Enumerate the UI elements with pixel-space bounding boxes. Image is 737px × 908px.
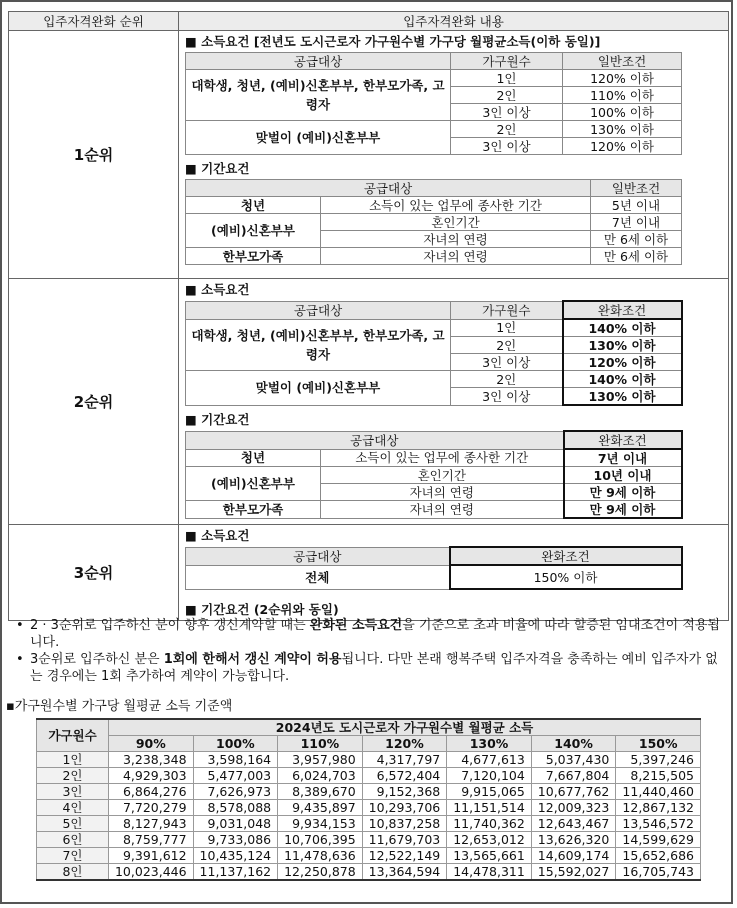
income-value-cell: 4,317,797 — [362, 752, 447, 768]
income-value-cell: 9,152,368 — [362, 784, 447, 800]
income-value-cell: 7,626,973 — [193, 784, 278, 800]
r1-group-a: 대학생, 청년, (예비)신혼부부, 한부모가족, 고령자 — [186, 70, 451, 121]
r1-b1-h: 3인 이상 — [451, 138, 563, 155]
percent-header: 130% — [447, 736, 532, 752]
rank2-content — [179, 279, 729, 525]
r1-p2-d: 자녀의 연령 — [321, 231, 591, 248]
income-table-caption: ▪가구원수별 가구당 월평균 소득 기준액 — [6, 699, 233, 714]
bullet-icon: • — [16, 618, 24, 633]
income-value-cell: 10,837,258 — [362, 816, 447, 832]
r1-a0-v: 120% 이하 — [563, 70, 682, 87]
rank3-income-title: ■ 소득요건 — [185, 528, 250, 543]
income-value-cell: 8,759,777 — [109, 832, 194, 848]
note-item-1 — [16, 617, 724, 651]
income-value-cell: 10,435,124 — [193, 848, 278, 864]
r2-per-h1: 완화조건 — [564, 431, 682, 449]
r3-inc-h0: 공급대상 — [186, 547, 450, 565]
income-value-cell: 3,957,980 — [278, 752, 363, 768]
r1-p3-t: 한부모가족 — [186, 248, 321, 265]
col-household-header: 가구원수 — [37, 719, 109, 752]
r3-row-value: 150% 이하 — [450, 565, 682, 589]
income-value-cell: 10,677,762 — [531, 784, 616, 800]
r2-b0-v: 140% 이하 — [563, 371, 682, 388]
r1-a1-v: 110% 이하 — [563, 87, 682, 104]
household-size-cell: 5인 — [37, 816, 109, 832]
r3-row-target: 전체 — [186, 565, 450, 589]
income-value-cell: 11,151,514 — [447, 800, 532, 816]
income-value-cell: 13,546,572 — [616, 816, 701, 832]
r1-group-b: 맞벌이 (예비)신혼부부 — [186, 121, 451, 155]
r1-p0-v: 5년 이내 — [591, 197, 682, 214]
rank3-label: 3순위 — [9, 525, 179, 621]
rank3-content — [179, 525, 729, 621]
rank3-period-title: ■ 기간요건 (2순위와 동일) — [185, 602, 339, 617]
income-value-cell: 12,653,012 — [447, 832, 532, 848]
r2-per-h0: 공급대상 — [186, 431, 564, 449]
rank1-period-title: ■ 기간요건 — [185, 161, 250, 176]
notes-section — [16, 617, 724, 685]
r1-b0-v: 130% 이하 — [563, 121, 682, 138]
r1-p0-d: 소득이 있는 업무에 종사한 기간 — [321, 197, 591, 214]
income-value-cell: 10,293,706 — [362, 800, 447, 816]
income-value-cell: 10,023,446 — [109, 864, 194, 881]
r2-a1-h: 2인 — [451, 337, 563, 354]
income-value-cell: 7,720,279 — [109, 800, 194, 816]
income-value-cell: 12,250,878 — [278, 864, 363, 881]
r1-per-h0: 공급대상 — [186, 180, 591, 197]
income-value-cell: 4,929,303 — [109, 768, 194, 784]
rank1-period-table — [185, 179, 682, 265]
r1-inc-h2: 일반조건 — [563, 53, 682, 70]
r2-p1-d: 혼인기간 — [321, 467, 564, 484]
r1-p1-d: 혼인기간 — [321, 214, 591, 231]
r2-p0-v: 7년 이내 — [564, 449, 682, 467]
header-content: 입주자격완화 내용 — [179, 12, 729, 31]
r2-a0-v: 140% 이하 — [563, 319, 682, 337]
table-row — [37, 816, 701, 832]
r2-a1-v: 130% 이하 — [563, 337, 682, 354]
r2-inc-h2: 완화조건 — [563, 301, 682, 319]
income-standard-table — [36, 718, 701, 881]
income-value-cell: 9,031,048 — [193, 816, 278, 832]
table-row — [37, 800, 701, 816]
r2-a0-h: 1인 — [451, 319, 563, 337]
household-size-cell: 2인 — [37, 768, 109, 784]
income-value-cell: 12,867,132 — [616, 800, 701, 816]
income-value-cell: 6,864,276 — [109, 784, 194, 800]
income-value-cell: 12,643,467 — [531, 816, 616, 832]
r1-per-h1: 일반조건 — [591, 180, 682, 197]
table-row — [37, 768, 701, 784]
income-value-cell: 13,364,594 — [362, 864, 447, 881]
r1-inc-h0: 공급대상 — [186, 53, 451, 70]
table-row — [37, 784, 701, 800]
r2-p1-t: (예비)신혼부부 — [186, 467, 321, 501]
rank2-income-title: ■ 소득요건 — [185, 282, 250, 297]
income-value-cell: 3,598,164 — [193, 752, 278, 768]
r1-inc-h1: 가구원수 — [451, 53, 563, 70]
income-value-cell: 4,677,613 — [447, 752, 532, 768]
note1-text-a: 2 · 3순위로 입주하신 분이 향후 갱신계약할 때는 — [30, 618, 310, 633]
rank1-income-table — [185, 52, 682, 155]
r1-a2-v: 100% 이하 — [563, 104, 682, 121]
table-row — [37, 832, 701, 848]
percent-header: 150% — [616, 736, 701, 752]
income-value-cell: 16,705,743 — [616, 864, 701, 881]
income-value-cell: 11,679,703 — [362, 832, 447, 848]
income-value-cell: 8,127,943 — [109, 816, 194, 832]
income-value-cell: 9,435,897 — [278, 800, 363, 816]
income-value-cell: 15,592,027 — [531, 864, 616, 881]
table-row — [37, 848, 701, 864]
income-value-cell: 8,389,670 — [278, 784, 363, 800]
income-value-cell: 13,626,320 — [531, 832, 616, 848]
r2-p2-v: 만 9세 이하 — [564, 484, 682, 501]
r1-p2-v: 만 6세 이하 — [591, 231, 682, 248]
r2-b0-h: 2인 — [451, 371, 563, 388]
income-value-cell: 3,238,348 — [109, 752, 194, 768]
rank1-content — [179, 31, 729, 279]
household-size-cell: 3인 — [37, 784, 109, 800]
income-value-cell: 9,391,612 — [109, 848, 194, 864]
income-value-cell: 11,478,636 — [278, 848, 363, 864]
rank1-income-title: ■ 소득요건 [전년도 도시근로자 가구원수별 가구당 월평균소득(이하 동일)] — [185, 34, 601, 49]
income-value-cell: 7,120,104 — [447, 768, 532, 784]
r2-p3-d: 자녀의 연령 — [321, 501, 564, 519]
r2-a2-v: 120% 이하 — [563, 354, 682, 371]
r3-inc-h1: 완화조건 — [450, 547, 682, 565]
r1-p3-d: 자녀의 연령 — [321, 248, 591, 265]
income-value-cell: 14,599,629 — [616, 832, 701, 848]
r1-p1-v: 7년 이내 — [591, 214, 682, 231]
income-table-title: 2024년도 도시근로자 가구원수별 월평균 소득 — [109, 719, 701, 736]
household-size-cell: 6인 — [37, 832, 109, 848]
note1-text-c: 을 기준으로 초과 비율에 따라 할증된 임대조건이 적용됩니다. — [30, 618, 720, 650]
income-value-cell: 5,037,430 — [531, 752, 616, 768]
rank3-income-table — [185, 546, 683, 590]
table-row — [37, 752, 701, 768]
table-row — [37, 864, 701, 881]
r2-group-b: 맞벌이 (예비)신혼부부 — [186, 371, 451, 406]
rank1-label: 1순위 — [9, 31, 179, 279]
income-value-cell: 9,934,153 — [278, 816, 363, 832]
income-value-cell: 14,478,311 — [447, 864, 532, 881]
household-size-cell: 4인 — [37, 800, 109, 816]
r2-inc-h1: 가구원수 — [451, 301, 563, 319]
income-value-cell: 8,215,505 — [616, 768, 701, 784]
income-value-cell: 6,572,404 — [362, 768, 447, 784]
income-value-cell: 12,522,149 — [362, 848, 447, 864]
income-table-body — [37, 752, 701, 881]
percent-header: 110% — [278, 736, 363, 752]
household-size-cell: 8인 — [37, 864, 109, 881]
percent-header: 120% — [362, 736, 447, 752]
percent-header: 140% — [531, 736, 616, 752]
income-value-cell: 9,915,065 — [447, 784, 532, 800]
income-value-cell: 12,009,323 — [531, 800, 616, 816]
r2-inc-h0: 공급대상 — [186, 301, 451, 319]
rank2-period-table — [185, 430, 683, 519]
r2-p0-t: 청년 — [186, 449, 321, 467]
header-rank: 입주자격완화 순위 — [9, 12, 179, 31]
r1-p0-t: 청년 — [186, 197, 321, 214]
r1-a0-h: 1인 — [451, 70, 563, 87]
r1-p3-v: 만 6세 이하 — [591, 248, 682, 265]
income-value-cell: 5,477,003 — [193, 768, 278, 784]
income-value-cell: 11,740,362 — [447, 816, 532, 832]
r2-p1-v: 10년 이내 — [564, 467, 682, 484]
percent-header: 90% — [109, 736, 194, 752]
percent-header: 100% — [193, 736, 278, 752]
income-value-cell: 14,609,174 — [531, 848, 616, 864]
r1-b1-v: 120% 이하 — [563, 138, 682, 155]
bullet-icon: • — [16, 652, 24, 667]
income-value-cell: 11,440,460 — [616, 784, 701, 800]
eligibility-table — [8, 11, 729, 621]
percent-header-row — [37, 736, 701, 752]
note2-text-c: 됩니다. 다만 본래 행복주택 입주자격을 충족하는 예비 입주자가 없는 경우에는 1회 추가하여 계약이 가능합니다. — [30, 652, 718, 684]
r2-b1-h: 3인 이상 — [451, 388, 563, 406]
income-value-cell: 15,652,686 — [616, 848, 701, 864]
income-value-cell: 8,578,088 — [193, 800, 278, 816]
r2-b1-v: 130% 이하 — [563, 388, 682, 406]
rank2-label: 2순위 — [9, 279, 179, 525]
r1-a2-h: 3인 이상 — [451, 104, 563, 121]
income-value-cell: 5,397,246 — [616, 752, 701, 768]
rank2-period-title: ■ 기간요건 — [185, 412, 250, 427]
household-size-cell: 7인 — [37, 848, 109, 864]
note2-text-a: 3순위로 입주하신 분은 — [30, 652, 164, 667]
r1-b0-h: 2인 — [451, 121, 563, 138]
r1-p1-t: (예비)신혼부부 — [186, 214, 321, 248]
r2-group-a: 대학생, 청년, (예비)신혼부부, 한부모가족, 고령자 — [186, 319, 451, 371]
note-item-2 — [16, 651, 724, 685]
income-value-cell: 11,137,162 — [193, 864, 278, 881]
household-size-cell: 1인 — [37, 752, 109, 768]
r2-p0-d: 소득이 있는 업무에 종사한 기간 — [321, 449, 564, 467]
note2-text-b: 1회에 한해서 갱신 계약이 허용 — [163, 652, 342, 667]
r2-p2-d: 자녀의 연령 — [321, 484, 564, 501]
note1-text-b: 완화된 소득요건 — [309, 618, 403, 633]
income-value-cell: 13,565,661 — [447, 848, 532, 864]
income-value-cell: 6,024,703 — [278, 768, 363, 784]
r2-a2-h: 3인 이상 — [451, 354, 563, 371]
r1-a1-h: 2인 — [451, 87, 563, 104]
rank2-income-table — [185, 300, 683, 406]
income-value-cell: 10,706,395 — [278, 832, 363, 848]
r2-p3-v: 만 9세 이하 — [564, 501, 682, 519]
income-value-cell: 7,667,804 — [531, 768, 616, 784]
income-value-cell: 9,733,086 — [193, 832, 278, 848]
r2-p3-t: 한부모가족 — [186, 501, 321, 519]
